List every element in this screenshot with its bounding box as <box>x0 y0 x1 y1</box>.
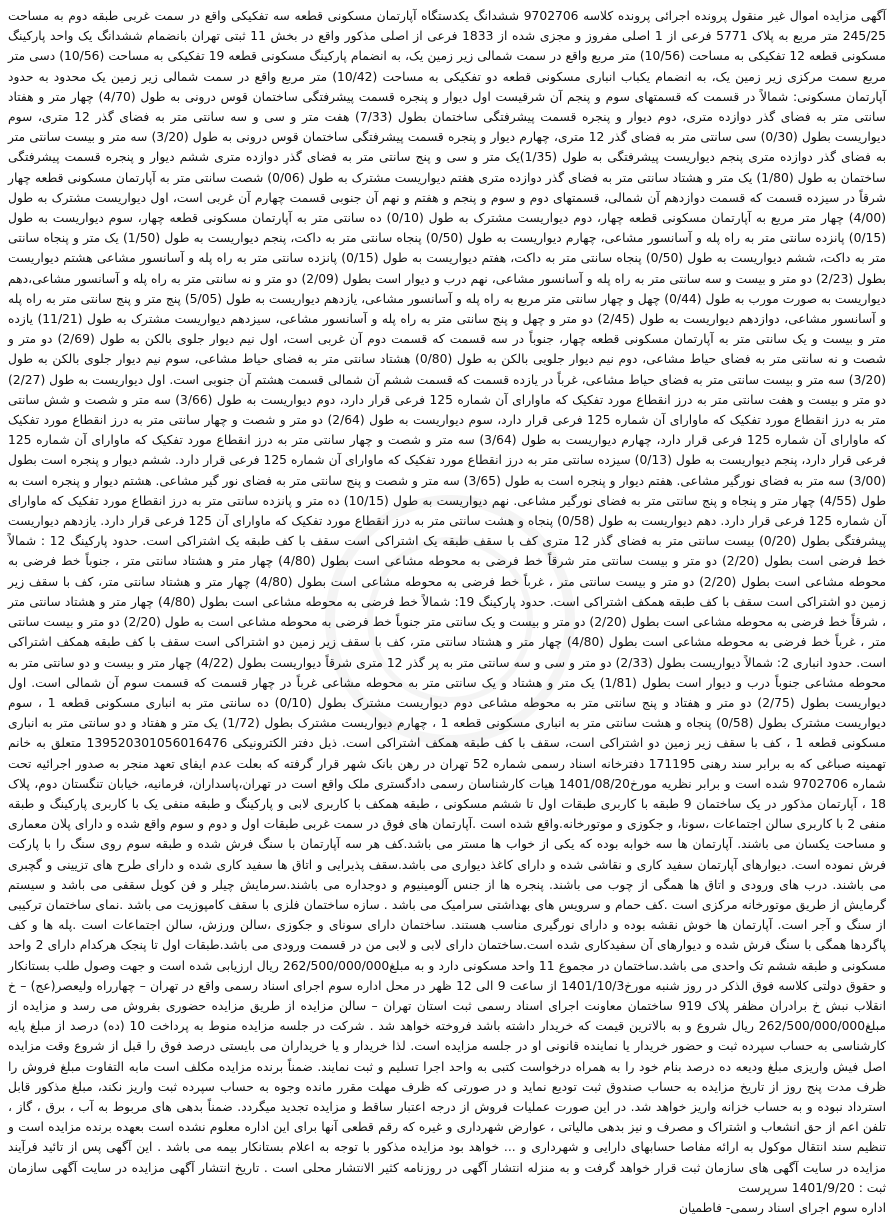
notice-body: آگهی مزایده اموال غیر منقول پرونده اجرائی پرونده کلاسه 9702706 ششدانگ یکدستگاه آپارتمان مسکونی قطعه سه تفکیکی واقع در سمت غربی طبقه دوم به مساحت 245/25 متر مربع به پلاک 5771 فرعی از 1 اصلی مفروز و مجزی شده از 1833 فرعی از اصلی مذکور واقع در بخش 11 ثبتی تهران بانضمام ششدانگ یک واحد پارکینگ مسکونی قطعه 12 تفکیکی به مساحت (10/56) متر مربع واقع در سمت شمالی زیر زمین یک، به انضمام پارکینگ مسکونی قطعه 19 تفکیکی به مساحت (10/56) دسی متر مربع سمت مرکزی زیر زمین یک، به انضمام یکباب انباری مسکونی قطعه دو تفکیکی به مساحت (10/42) متر مربع واقع در سمت شمالی زیر زمین یک محدود به حدود آپارتمان مسکونی: شمالاً در قسمت که قسمتهای سوم و پنجم آن شرقیست اول دیوار و پنجره قسمت پیشرفتگی ساختمان قوس درونی به طول (4/70) چهار متر و هفتاد سانتی متر به فضای گذر دوازده متری، دوم دیوار و پنجره قسمت پیشرفتگی ساختمان بطول (7/33) هفت متر و سی و سه سانتی متر به فضای گذر 12 متری، سوم دیواریست بطول (0/30) سی سانتی متر به فضای گذر 12 متری، چهارم دیوار و پنجره قسمت پیشرفتگی ساختمان قوس درونی به طول (3/20) سه متر و بیست سانتی متر به فضای گذر دوازده متری پنجم دیواریست پیشرفتگی به طول (1/35)یک متر و سی و پنج سانتی متر به فضای گذر دوازده متری ششم دیوار و پنجره قسمت پیشرفتگی ساختمان به طول (1/80) یک متر و هشتاد سانتی متر به فضای گذر دوازده متری هفتم دیواریست مشترک به طول (0/06) شصت سانتی متر به آپارتمان مسکونی قطعه چهار شرقاً در سیزده قسمت که قسمت دوازدهم آن شمالی، قسمتهای دوم و سوم و پنجم و هفتم و نهم آن جنوبی قسمت چهارم آن غربی است، اول دیواریست مشترک به طول (4/00) چهار متر مربع به آپارتمان مسکونی قطعه چهار، دوم دیواریست مشترک به طول (0/10) ده سانتی متر به آپارتمان مسکونی قطعه چهار، سوم دیواریست به طول (0/15) پانزده سانتی متر به راه پله و آسانسور مشاعی، چهارم دیواریست به طول (0/50) پنجاه سانتی متر به داکت، پنجم دیواریست به طول (1/50) یک متر و پنجاه سانتی متر به داکت، ششم دیواریست به طول (0/50) پنجاه سانتی متر به داکت، هفتم دیواریست به طول (0/15) پانزده سانتی متر به راه پله و آسانسور مشاعی هشتم دیواریست بطول (2/23) دو متر و بیست و سه سانتی متر به راه پله و آسانسور مشاعی، نهم درب و دیوار است بطول (2/09) دو متر و نه سانتی متر به راه پله و آسانسور مشاعی،دهم دیواریست به صورت مورب به طول (0/44) چهل و چهار سانتی متر مربع به راه پله و آسانسور مشاعی، یازدهم دیواریست به طول (5/05) پنج متر و پنج سانتی متر به راه پله و آسانسور مشاعی، دوازدهم دیواریست به طول (2/45) دو متر و چهل و پنج سانتی متر به راه پله و آسانسور مشاعی، سیزدهم دیواریست مشترک به طول (11/21) یازده متر و بیست و یک سانتی متر به آپارتمان مسکونی قطعه چهار، جنوباً در سه قسمت که قسمت دوم آن غربی است، اول نیم دیوار جلوی بالکن به طول (2/69) دو متر و شصت و نه سانتی متر به فضای حیاط مشاعی، دوم نیم دیوار جلویی بالکن به طول (0/80) هشتاد سانتی متر به فضای حیاط مشاعی، سوم نیم دیوار جلوی بالکن به طول (3/20) سه متر و بیست سانتی متر به فضای حیاط مشاعی، غرباً در یازده قسمت که قسمت ششم آن شمالی قسمت هشتم آن جنوبی است. اول دیواریست به طول (2/27) دو متر و بیست و هفت سانتی متر به درز انقطاع مورد تفکیک که ماوارای آن شماره 125 فرعی قرار دارد، دوم دیواریست به طول (3/66) سه متر و شصت و شش سانتی متر به درز انقطاع مورد تفکیک که ماوارای آن شماره 125 فرعی قرار دارد، سوم دیواریست به طول (2/64) دو متر و شصت و چهار سانتی متر به درز انقطاع مورد تفکیک که ماوارای آن شماره 125 فرعی قرار دارد، چهارم دیواریست به طول (3/64) سه متر و شصت و چهار سانتی متر به درز انقطاع مورد تفکیک که ماوارای آن شماره 125 فرعی قرار دارد، پنجم دیواریست به طول (0/13) سیزده سانتی متر به درز انقطاع مورد تفکیک که ماوارای آن شماره 125 فرعی قرار دارد. ششم دیوار و پنجره است بطول (3/00) سه متر به فضای نورگیر مشاعی. هفتم دیوار و پنجره است به طول (3/65) سه متر و شصت و پنج سانتی متر به فضای نور گیر مشاعی. هشتم دیوار و پنجره است به طول (4/55) چهار متر و پنجاه و پنج سانتی متر به فضای نورگیر مشاعی. نهم دیواریست به طول (10/15) ده متر و پانزده سانتی متر به درز انقطاع مورد تفکیک که ماوارای آن شماره 125 فرعی قرار دارد. دهم دیواریست به طول (0/58) پنجاه و هشت سانتی متر به درز انقطاع مورد تفکیک که ماوارای آن 125 فرعی قرار دارد. یازدهم دیواریست پیشرفتگی بطول (0/20) بیست سانتی متر به فضای گذر 12 متری کف با سقف طبقه یک اشتراکی است سقف با کف طبقه یک اشتراکی است. حدود پارکینگ 12 : شمالاً خط فرضی است بطول (2/20) دو متر و بیست سانتی متر شرقاً خط فرضی به محوطه مشاعی است بطول (4/80) چهار متر و هشتاد سانتی متر ، جنوباً خط فرضی به محوطه مشاعی است بطول (2/20) دو متر و بیست سانتی متر ، غرباً خط فرضی به محوطه مشاعی است بطول (4/80) چهار متر و هشتاد سانتی متر، کف با سقف زیر زمین دو اشتراکی است سقف با کف طبقه همکف اشتراکی است. حدود پارکینگ 19: شمالاً خط فرضی به محوطه مشاعی است بطول (4/80) چهار متر و هشتاد سانتی متر ، شرقاً خط فرضی به محوطه مشاعی است بطول (2/20) دو متر و بیست و یک سانتی متر جنوباً خط فرضی به محوطه مشاعی است به طول (2/20) دو متر و بیست سانتی متر ، غرباً خط فرضی به محوطه مشاعی است بطول (4/80) چهار متر و هشتاد سانتی متر، کف با سقف زیر زمین دو اشتراکی است سقف با کف طبقه همکف اشتراکی است. حدود انباری 2: شمالاً دیواریست بطول (2/33) دو متر و سی و سه سانتی متر به پر گذر 12 متری شرقاً دیواریست بطول (4/22) چهار متر و بیست و دو سانتی متر به محوطه مشاعی جنوباً درب و دیوار است بطول (1/81) یک متر و هشتاد و یک سانتی متر به محوطه مشاعی غرباً در چهار قسمت که قسمت سوم آن شمالی است. اول دیواریست بطول (2/75) دو متر و هفتاد و پنج سانتی متر به محوطه مشاعی دوم دیواریست مشترک بطول (0/10) ده سانتی متر به انباری مسکونی قطعه 1 ، سوم دیواریست مشترک بطول (0/58) پنجاه و هشت سانتی متر به انباری مسکونی قطعه 1 ، چهارم دیواریست مشترک بطول (1/72) یک متر و هفتاد و دو سانتی متر به انباری مسکونی قطعه 1 ، کف با سقف زیر زمین دو اشتراکی است، سقف با کف طبقه همکف اشتراکی است. ذیل دفتر الکترونیکی 139520301056016476 متعلق به خانم تهمینه صباغی که به برابر سند رهنی 171195 دفترخانه اسناد رسمی شماره 52 تهران در رهن بانک شهر قرار گرفته که بعلت عدم ایفای تعهد منجر به صدور اجرائیه تحت شماره 9702706 شده است و برابر نظریه مورخ1401/08/20 هیات کارشناسان رسمی دادگستری ملک واقع است در تهران،پاسداران، فرمانیه، خیابان تنگستان دوم، پلاک 18 ، آپارتمان مذکور در یک ساختمان 9 طبقه با کاربری طبقات اول تا ششم مسکونی ، طبقه همکف با کاربری لابی و پارکینگ و طبقه منفی یک با کاربری پارکینگ و طبقه منفی 2 با کاربری سالن اجتماعات ،سونا، و جکوزی و موتورخانه.واقع شده است .آپارتمان های فوق در سمت غربی طبقات اول و دوم و سوم واقع شده و دارای پلان معماری و مساحت یکسان می باشند. آپارتمان ها سه خوابه بوده که یکی از خواب ها مستر می باشد.کف هر سه آپارتمان با سنگ فرش شده و طبقه سوم روی سنگ را با پارکت فرش نموده است. دیوارهای آپارتمان سفید کاری و نقاشی شده و دارای کاغذ دیواری می باشد.سقف پذیرایی و اتاق ها سفید کاری شده و دارای طرح های تزیینی و گچبری می باشند. درب های ورودی و اتاق ها همگی از چوب می باشند. پنجره ها از جنس آلومینیوم و دوجداره می باشند.سرمایش چیلر و فن کویل سقفی می باشد و سیستم گرمایش از طریق موتورخانه مرکزی است .کف حمام و سرویس های بهداشتی سرامیک می باشد . سازه ساختمان فلزی با سقف کامپوزیت می باشد .نمای ساختمان ترکیبی از سنگ و آجر است. آپارتمان ها خوش نقشه بوده و دارای نورگیری مناسب هستند. ساختمان دارای سونای و جکوزی ،سالن ورزش، سالن اجتماعات است .پله ها و کف پاگردها همگی با سنگ فرش شده و دیوارهای آن سفیدکاری شده است.ساختمان دارای لابی و لابی من در قسمت ورودی می باشد.طبقات اول تا پنجک هرکدام دارای 2 واحد مسکونی و طبقه ششم تک واحدی می باشد.ساختمان در مجموع 11 واحد مسکونی دارد و به مبلغ262/500/000/000 ریال ارزیابی شده است و جهت وصول طلب بستانکار و حقوق دولتی کلاسه فوق الذکر در روز شنبه مورخ1401/10/3 از ساعت 9 الی 12 ظهر در محل اداره سوم اجرای اسناد رسمی واقع در تهران – چهارراه ولیعصر(عج) – خ انقلاب نبش خ برادران مظفر پلاک 919 ساختمان معاونت اجرای اسناد رسمی ثبت استان تهران – سالن مزایده از طریق مزایده حضوری بفروش می رسد و مزایده از مبلغ262/500/000/000 ریال شروع و به بالاترین قیمت که خریدار داشته باشد فروخته خواهد شد . شرکت در جلسه مزایده منوط به پرداخت 10 (ده) درصد از مبلغ پایه کارشناسی به حساب سپرده ثبت و حضور خریدار یا نماینده قانونی او در جلسه مزایده است. لذا خریدار و یا خریداران می بایستی درصد فوق را قبل از شروع وقت مزایده اصل فیش واریزی مبلغ ودیعه ده درصد بنام خود را به همراه درخواست کتبی به واحد اجرا تسلیم و ثبت نمایند. ضمناً برنده مزایده مکلف است مابه التفاوت مبلغ فروش را ظرف مدت پنج روز از تاریخ مزایده به حساب صندوق ثبت تودیع نماید و در صورتی که ظرف مهلت مقرر مانده وجوه به حساب سپرده ثبت واریز نکند، مبلغ مذکور قابل استرداد نبوده و به حساب خزانه واریز خواهد شد. در این صورت عملیات فروش از درجه اعتبار ساقط و مزایده تجدید میگردد. ضمناً بدهی های مربوط به آب ، برق ، گاز ، تلفن اعم از حق انشعاب و اشتراک و مصرف و نیز بدهی مالیاتی ، عوارض شهرداری و غیره که رقم قطعی آنها برای این اداره معلوم نشده است بعهده برنده مزایده است و تنظیم سند انتقال موکول به ارائه مفاصا حسابهای دارایی و شهرداری و ... خواهد بود مزایده مذکور با توجه به اعلام بستانکار بیمه می باشد . این آگهی پس از تائید فرآیند مزایده در سایت آگهی های سازمان ثبت قرار خواهد گرفت و به منزله انتشار آگهی در روزنامه کثیر الانتشار محلی است . تاریخ انتشار آگهی مزایده در سایت آگهی سازمان ثبت : 1401/9/20 سرپرست <box>8 9 887 1195</box>
notice-footer: اداره سوم اجرای اسناد رسمی- فاطمیان <box>678 1200 886 1215</box>
auction-notice <box>8 6 886 1218</box>
